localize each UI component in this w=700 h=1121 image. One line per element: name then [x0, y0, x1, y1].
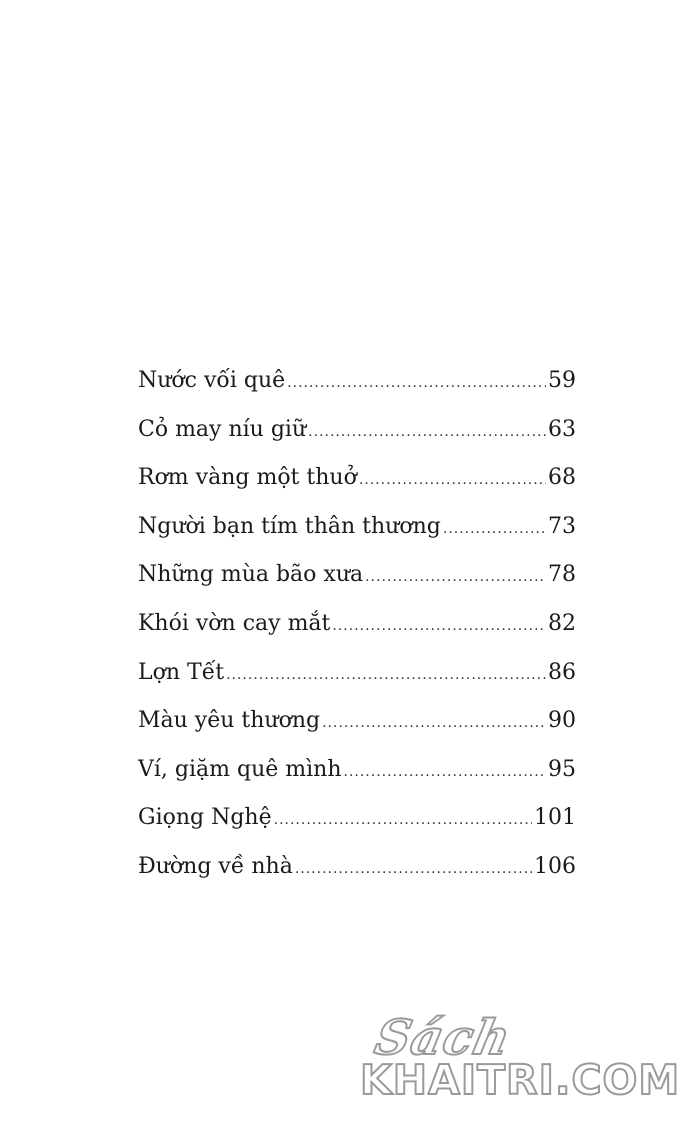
watermark-script-text: Sách: [370, 1010, 516, 1066]
watermark-logo: [360, 1010, 690, 1110]
dot-leader: [365, 558, 546, 596]
toc-entry-title: Giọng Nghệ: [138, 805, 272, 831]
toc-entry[interactable]: [138, 799, 576, 848]
dot-leader: [308, 413, 546, 451]
dot-leader: [344, 753, 547, 791]
dot-leader: [295, 850, 532, 888]
toc-entry[interactable]: [138, 605, 576, 654]
dot-leader: [226, 656, 546, 694]
toc-entry-title: Nước vối quê: [138, 368, 286, 393]
dot-leader: [443, 510, 546, 548]
toc-entry-title: Khói vờn cay mắt: [138, 610, 331, 636]
toc-entry[interactable]: [138, 362, 576, 411]
toc-entry-page: 73: [548, 513, 576, 539]
toc-entry[interactable]: [138, 848, 576, 897]
toc-entry-page: 86: [548, 659, 576, 685]
toc-entry[interactable]: [138, 411, 576, 460]
toc-entry-title: Người bạn tím thân thương: [138, 513, 441, 539]
toc-entry-page: 90: [548, 708, 576, 734]
watermark-brand-text: KHAITRI.COM: [360, 1056, 681, 1104]
toc-entry-page: 68: [548, 465, 576, 491]
toc-entry[interactable]: [138, 556, 576, 605]
dot-leader: [322, 704, 546, 742]
dot-leader: [287, 364, 546, 402]
toc-entry-title: Lợn Tết: [138, 659, 225, 685]
table-of-contents: [138, 362, 576, 897]
toc-entry-title: Cỏ may níu giữ: [138, 416, 307, 442]
dot-leader: [332, 607, 546, 645]
toc-entry-page: 63: [548, 416, 576, 442]
toc-entry[interactable]: [138, 654, 576, 703]
dot-leader: [274, 801, 532, 839]
toc-entry-page: 78: [548, 562, 576, 588]
toc-entry-title: Rơm vàng một thuở: [138, 465, 357, 491]
toc-entry-title: Đường về nhà: [138, 853, 293, 879]
toc-entry-title: Những mùa bão xưa: [138, 562, 364, 588]
toc-entry[interactable]: [138, 702, 576, 751]
toc-entry-title: Màu yêu thương: [138, 708, 321, 734]
toc-entry-page: 82: [548, 610, 576, 636]
toc-entry-page: 59: [548, 368, 576, 393]
toc-entry[interactable]: [138, 508, 576, 557]
toc-entry-page: 106: [534, 853, 576, 879]
toc-entry[interactable]: [138, 751, 576, 800]
toc-entry-page: 95: [548, 756, 576, 782]
toc-entry[interactable]: [138, 459, 576, 508]
toc-entry-title: Ví, giặm quê mình: [138, 756, 342, 782]
toc-entry-page: 101: [534, 805, 576, 831]
dot-leader: [359, 461, 546, 499]
